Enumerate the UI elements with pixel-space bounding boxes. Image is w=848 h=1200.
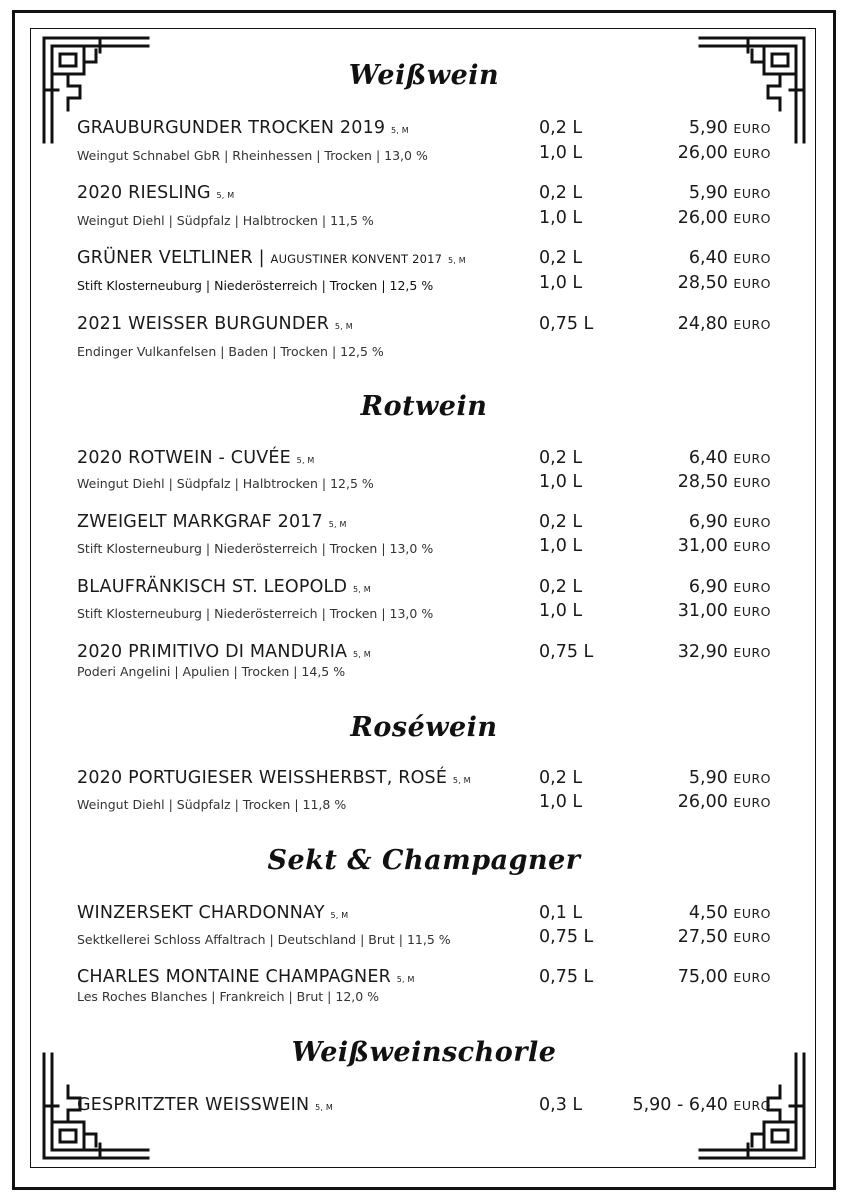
item-volume: 0,2 L [539,448,583,468]
item-price: 26,00 EURO [677,143,771,163]
item-volume: 1,0 L [539,472,583,492]
item-volume: 1,0 L [539,208,583,228]
item-price: 4,50 EURO [688,903,771,923]
item-name: ZWEIGELT MARKGRAF 2017 5, M [77,512,347,532]
item-price: 6,90 EURO [688,512,771,532]
item-volume: 1,0 L [539,792,583,812]
item-price: 28,50 EURO [677,472,771,492]
item-price: 27,50 EURO [677,927,771,947]
item-origin: Weingut Diehl | Südpfalz | Halbtrocken | 11,5 % [77,213,374,228]
section-title-sekt-champagner: Sekt & Champagner [267,845,581,876]
section-title-rosewein: Roséwein [350,712,498,743]
item-name: WINZERSEKT CHARDONNAY 5, M [77,903,349,923]
item-volume: 0,1 L [539,903,583,923]
item-price: 6,90 EURO [688,577,771,597]
item-name: GRÜNER VELTLINER | AUGUSTINER KONVENT 2017 5, M [77,248,466,268]
item-price: 5,90 EURO [688,768,771,788]
item-volume: 1,0 L [539,536,583,556]
item-volume: 0,75 L [539,642,594,662]
item-volume: 1,0 L [539,143,583,163]
item-origin: Stift Klosterneuburg | Niederösterreich | Trocken | 13,0 % [77,606,434,621]
item-price: 26,00 EURO [677,792,771,812]
item-volume: 0,2 L [539,768,583,788]
item-price: 24,80 EURO [677,314,771,334]
item-origin: Les Roches Blanches | Frankreich | Brut | 12,0 % [77,989,380,1004]
item-price: 75,00 EURO [677,967,771,987]
item-volume: 0,2 L [539,512,583,532]
item-price: 32,90 EURO [677,642,771,662]
item-name: 2020 RIESLING 5, M [77,183,235,203]
item-name: 2020 ROTWEIN - CUVÉE 5, M [77,448,315,468]
item-name: GESPRITZTER WEISSWEIN 5, M [77,1095,333,1115]
item-volume: 0,2 L [539,248,583,268]
item-price: 5,90 EURO [688,118,771,138]
item-name: CHARLES MONTAINE CHAMPAGNER 5, M [77,967,415,987]
item-price: 31,00 EURO [677,536,771,556]
item-name: 2020 PORTUGIESER WEISSHERBST, ROSÉ 5, M [77,768,471,788]
section-title-weissweinschorle: Weißweinschorle [291,1037,557,1068]
item-origin: Weingut Diehl | Südpfalz | Trocken | 11,8 % [77,797,347,812]
item-origin: Stift Klosterneuburg | Niederösterreich | Trocken | 12,5 % [77,278,434,293]
item-volume: 0,75 L [539,314,594,334]
item-name: 2020 PRIMITIVO DI MANDURIA 5, M [77,642,371,662]
item-price: 6,40 EURO [688,448,771,468]
item-origin: Weingut Diehl | Südpfalz | Halbtrocken | 12,5 % [77,476,374,491]
item-name: BLAUFRÄNKISCH ST. LEOPOLD 5, M [77,577,371,597]
item-volume: 0,2 L [539,183,583,203]
section-title-weisswein: Weißwein [348,60,500,91]
item-volume: 0,75 L [539,927,594,947]
item-price: 5,90 - 6,40 EURO [632,1095,771,1115]
section-title-rotwein: Rotwein [360,391,488,422]
item-origin: Stift Klosterneuburg | Niederösterreich | Trocken | 13,0 % [77,541,434,556]
item-price: 31,00 EURO [677,601,771,621]
item-origin: Poderi Angelini | Apulien | Trocken | 14,5 % [77,664,346,679]
item-volume: 0,3 L [539,1095,583,1115]
item-volume: 0,2 L [539,118,583,138]
item-volume: 0,75 L [539,967,594,987]
item-origin: Weingut Schnabel GbR | Rheinhessen | Trocken | 13,0 % [77,148,428,163]
item-name: GRAUBURGUNDER TROCKEN 2019 5, M [77,118,409,138]
item-price: 26,00 EURO [677,208,771,228]
item-price: 5,90 EURO [688,183,771,203]
item-volume: 0,2 L [539,577,583,597]
item-price: 28,50 EURO [677,273,771,293]
item-price: 6,40 EURO [688,248,771,268]
item-origin: Sektkellerei Schloss Affaltrach | Deutschland | Brut | 11,5 % [77,932,451,947]
item-name: 2021 WEISSER BURGUNDER 5, M [77,314,353,334]
item-volume: 1,0 L [539,273,583,293]
item-origin: Endinger Vulkanfelsen | Baden | Trocken | 12,5 % [77,344,384,359]
item-volume: 1,0 L [539,601,583,621]
